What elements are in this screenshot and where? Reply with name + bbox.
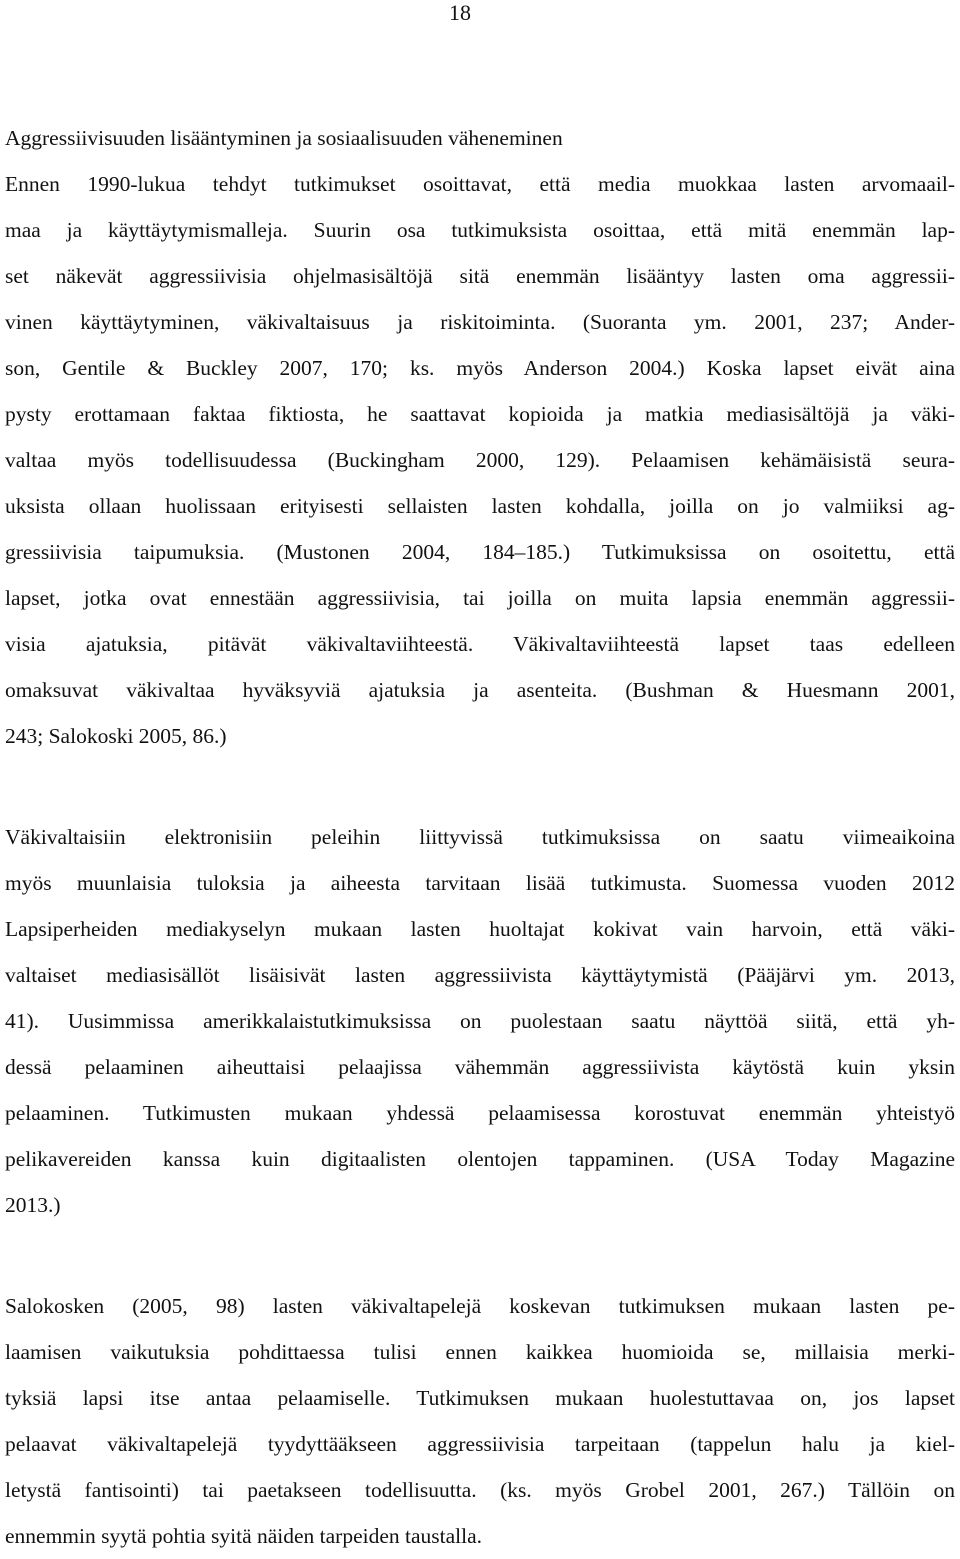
paragraph-line: maa ja käyttäytymismalleja. Suurin osa tutkimuksista osoittaa, että mitä enemmän lap- bbox=[5, 218, 955, 242]
section-block bbox=[5, 115, 955, 759]
section-heading: Aggressiivisuuden lisääntyminen ja sosiaalisuuden väheneminen bbox=[5, 126, 563, 150]
paragraph-line: valtaa myös todellisuudessa (Buckingham 2000, 129). Pelaamisen kehämäisistä seura- bbox=[5, 448, 955, 472]
page-number: 18 bbox=[449, 0, 471, 25]
paragraph-line: valtaiset mediasisällöt lisäisivät lasten aggressiivista käyttäytymistä (Pääjärvi ym. 2013, bbox=[5, 963, 955, 987]
paragraph-line: gressiivisia taipumuksia. (Mustonen 2004, 184–185.) Tutkimuksissa on osoitettu, että bbox=[5, 540, 955, 564]
paragraph-line: pelikavereiden kanssa kuin digitaalisten olentojen tappaminen. (USA Today Magazine bbox=[5, 1147, 955, 1171]
paragraph-line: pelaavat väkivaltapelejä tyydyttääkseen aggressiivisia tarpeitaan (tappelun halu ja kiel- bbox=[5, 1432, 955, 1456]
paragraph-line: pelaaminen. Tutkimusten mukaan yhdessä pelaamisessa korostuvat enemmän yhteistyö bbox=[5, 1101, 955, 1125]
paragraph-line: set näkevät aggressiivisia ohjelmasisältöjä sitä enemmän lisääntyy lasten oma aggressii- bbox=[5, 264, 955, 288]
paragraph-2 bbox=[5, 814, 955, 1228]
paragraph-line: 2013.) bbox=[5, 1193, 61, 1217]
paragraph-line: letystä fantisointi) tai paetakseen todellisuutta. (ks. myös Grobel 2001, 267.) Tällöin on bbox=[5, 1478, 955, 1502]
paragraph-line: son, Gentile & Buckley 2007, 170; ks. myös Anderson 2004.) Koska lapset eivät aina bbox=[5, 356, 955, 380]
paragraph-line: dessä pelaaminen aiheuttaisi pelaajissa vähemmän aggressiivista käytöstä kuin yksin bbox=[5, 1055, 955, 1079]
paragraph-line: Salokosken (2005, 98) lasten väkivaltapelejä koskevan tutkimuksen mukaan lasten pe- bbox=[5, 1294, 955, 1318]
paragraph-line: Väkivaltaisiin elektronisiin peleihin liittyvissä tutkimuksissa on saatu viimeaikoina bbox=[5, 825, 955, 849]
paragraph-line: visia ajatuksia, pitävät väkivaltaviihteestä. Väkivaltaviihteestä lapset taas edelleen bbox=[5, 632, 955, 656]
paragraph-line: vinen käyttäytyminen, väkivaltaisuus ja riskitoiminta. (Suoranta ym. 2001, 237; Ander- bbox=[5, 310, 955, 334]
paragraph-3 bbox=[5, 1283, 955, 1559]
paragraph-line: omaksuvat väkivaltaa hyväksyviä ajatuksia ja asenteita. (Bushman & Huesmann 2001, bbox=[5, 678, 955, 702]
paragraph-line: uksista ollaan huolissaan erityisesti sellaisten lasten kohdalla, joilla on jo valmiiksi ag- bbox=[5, 494, 955, 518]
paragraph-line: pysty erottamaan faktaa fiktiosta, he saattavat kopioida ja matkia mediasisältöjä ja väki- bbox=[5, 402, 955, 426]
paragraph-line: laamisen vaikutuksia pohdittaessa tulisi ennen kaikkea huomioida se, millaisia merki- bbox=[5, 1340, 955, 1364]
paragraph-line: Lapsiperheiden mediakyselyn mukaan lasten huoltajat kokivat vain harvoin, että väki- bbox=[5, 917, 955, 941]
paragraph-1 bbox=[5, 161, 955, 759]
paragraph-line: tyksiä lapsi itse antaa pelaamiselle. Tutkimuksen mukaan huolestuttavaa on, jos lapset bbox=[5, 1386, 955, 1410]
paragraph-line: Ennen 1990-lukua tehdyt tutkimukset osoittavat, että media muokkaa lasten arvomaail- bbox=[5, 172, 955, 196]
paragraph-line: myös muunlaisia tuloksia ja aiheesta tarvitaan lisää tutkimusta. Suomessa vuoden 2012 bbox=[5, 871, 955, 895]
paragraph-line: lapset, jotka ovat ennestään aggressiivisia, tai joilla on muita lapsia enemmän aggressii- bbox=[5, 586, 955, 610]
paragraph-line: 243; Salokoski 2005, 86.) bbox=[5, 724, 227, 748]
paragraph-line: 41). Uusimmissa amerikkalaistutkimuksissa on puolestaan saatu näyttöä siitä, että yh- bbox=[5, 1009, 955, 1033]
paragraph-line: ennemmin syytä pohtia syitä näiden tarpeiden taustalla. bbox=[5, 1524, 483, 1548]
